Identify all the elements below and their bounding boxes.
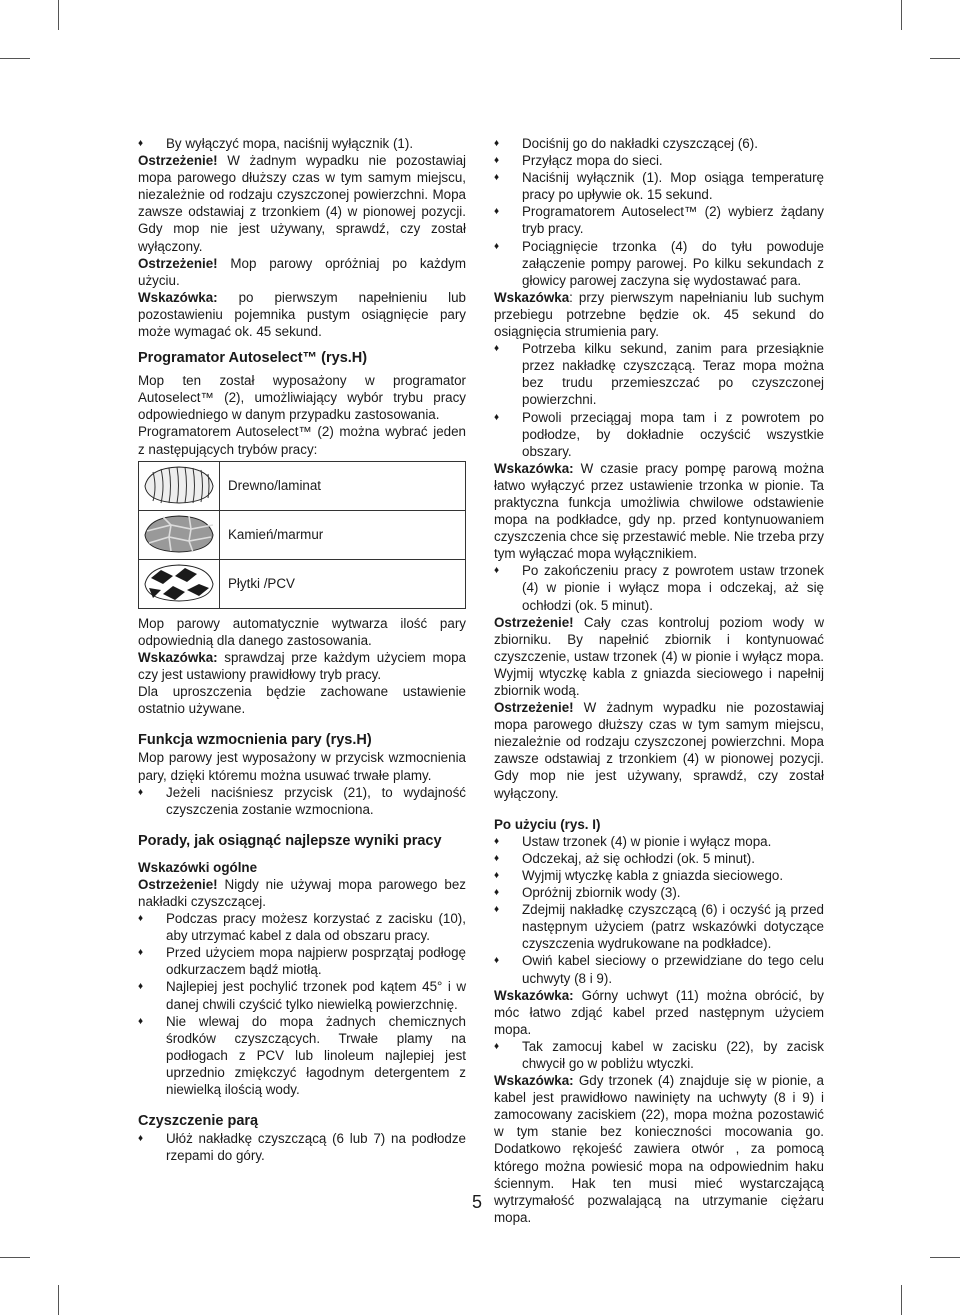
mode-table bbox=[138, 461, 466, 609]
crop-mark bbox=[0, 1257, 30, 1258]
section-heading: Funkcja wzmocnienia pary (rys.H) bbox=[138, 732, 372, 749]
left-column bbox=[138, 135, 466, 1164]
list-item: ♦ Ustaw trzonek (4) w pionie i wyłącz mopa. bbox=[494, 833, 772, 849]
tip-paragraph: Wskazówka: Gdy trzonek (4) znajduje się w pionie, a kabel jest prawidłowo nawinięty na uchwyty (8 i 9) i zamocowany zaciskiem (22), mopa można pozostawić w tym stanie bez konieczności mocowania go. Dodatkowo rękojeść zawiera otwór , za pomocą którego można powiesić mopa na odpowiednim haku ściennym. Hak ten musi mieć wystarczającą wytrzymałość pozwalającą na utrzymanie ciężaru mopa. bbox=[494, 1073, 824, 1225]
list-item: ♦ Dociśnij go do nakładki czyszczącej (6). bbox=[494, 136, 758, 151]
list-item: ♦ Opróżnij zbiornik wody (3). bbox=[494, 885, 681, 901]
warning-paragraph: Ostrzeżenie! Cały czas kontroluj poziom wody w zbiorniku. By napełnić zbiornik i kontynuować czyszczenie, ustaw trzonek (4) w pionie i wyłącz mopa. Wyjmij wtyczkę kabla z gniazda sieciowego i napełnij zbiornik wodą. bbox=[494, 614, 824, 698]
table-row bbox=[139, 559, 466, 608]
list-item: ♦ Odczekaj, aż się ochłodzi (ok. 5 minut). bbox=[494, 850, 755, 866]
paragraph: Mop parowy automatycznie wytwarza ilość pary odpowiednią dla danego zastosowania. bbox=[138, 615, 466, 648]
list-item: ♦ By wyłączyć mopa, naciśnij wyłącznik (1). bbox=[138, 136, 414, 151]
list-item: ♦ Pociągnięcie trzonka (4) do tyłu powoduje załączenie pompy parowej. Po kilku sekundach z głowicy parowej zaczyna się wydostawać para. bbox=[494, 238, 824, 288]
crop-mark bbox=[58, 0, 59, 30]
table-row bbox=[139, 510, 466, 559]
mode-image-cell bbox=[139, 559, 220, 608]
crop-mark bbox=[58, 1285, 59, 1315]
list-item: ♦ Zdejmij nakładkę czyszczącą (6) i oczyść ją przed następnym użyciem (patrz wskazówki dotyczące czyszczenia wydrukowane na podkładce). bbox=[494, 902, 824, 952]
table-row bbox=[139, 461, 466, 510]
paragraph: Programatorem Autoselect™ (2) można wybrać jeden z następujących trybów pracy: bbox=[138, 424, 466, 457]
mode-label: Płytki /PCV bbox=[220, 559, 466, 608]
mode-image-cell bbox=[139, 461, 220, 510]
list-item: ♦ Przed użyciem mopa najpierw posprzątaj podłogę odkurzaczem bądź miotłą. bbox=[138, 945, 466, 978]
list-item: ♦ Podczas pracy możesz korzystać z zacisku (10), aby utrzymać kabel z dala od obszaru pracy. bbox=[138, 911, 466, 944]
section-heading: Porady, jak osiągnąć najlepsze wyniki pracy bbox=[138, 832, 442, 849]
subsection-heading: Wskazówki ogólne bbox=[138, 859, 258, 875]
tip-paragraph: Wskazówka: Górny uchwyt (11) można obrócić, by móc łatwo zdjąć kabel przed następnym użyciem mopa. bbox=[494, 987, 824, 1037]
warning-paragraph: Ostrzeżenie! W żadnym wypadku nie pozostawiaj mopa parowego dłuższy czas w tym samym miejscu, niezależnie od rodzaju czyszczonej powierzchni. Mopa zawsze odstawiaj z trzonkiem (4) w pionowej pozycji. Gdy mop nie jest używany, sprawdź, czy został wyłączony. bbox=[494, 700, 824, 801]
list-item: ♦ Owiń kabel sieciowy o przewidziane do tego celu uchwyty (8 i 9). bbox=[494, 953, 824, 986]
paragraph: Mop parowy jest wyposażony w przycisk wzmocnienia pary, dzięki któremu można usuwać trwałe plamy. bbox=[138, 750, 466, 783]
tip-paragraph: Wskazówka: przy pierwszym napełnianiu lub suchym przebiegu potrzebne będzie ok. 45 sekund do osiągnięcia strumienia pary. bbox=[494, 289, 824, 340]
tile-floor-icon bbox=[141, 560, 217, 604]
list-item: ♦ Najlepiej jest pochylić trzonek pod kątem 45° i w danej chwili czyścić tylko niewielką powierzchnię. bbox=[138, 979, 466, 1012]
list-item: ♦ Jeżeli naciśniesz przycisk (21), to wydajność czyszczenia zostanie wzmocniona. bbox=[138, 784, 466, 817]
warning-paragraph: Ostrzeżenie! W żadnym wypadku nie pozostawiaj mopa parowego dłuższy czas w tym samym miejscu, niezależnie od rodzaju czyszczonej powierzchni. Mopa zawsze odstawiaj z trzonkiem (4) w pionowej pozycji. Gdy mop nie jest używany, sprawdź, czy został wyłączony. bbox=[138, 153, 466, 254]
list-item: ♦ Programatorem Autoselect™ (2) wybierz żądany tryb pracy. bbox=[494, 204, 824, 237]
tip-paragraph: Wskazówka: W czasie pracy pompę parową można łatwo wyłączyć przez ustawienie trzonka w pionie. Ta praktyczna funkcja umożliwia chwilowe odstawienie mopa na podkładce, gdy np. przed kontynuowaniem czyszczenia chce się przestawić meble. Nie trzeba przy tym wyłączać mopa wyłącznikiem. bbox=[494, 460, 824, 562]
list-item: ♦ Nie wlewaj do mopa żadnych chemicznych środków czyszczących. Trwałe plamy na podłogach z PCV lub linoleum najlepiej jest uprzednio zmiękczyć łagodnym detergentem z niewielką ilością wody. bbox=[138, 1013, 466, 1098]
tip-paragraph: Wskazówka: po pierwszym napełnieniu lub pozostawieniu pojemnika pustym osiągnięcie pary może wymagać ok. 45 sekund. bbox=[138, 289, 466, 340]
crop-mark bbox=[930, 1257, 960, 1258]
list-item: ♦ Po zakończeniu pracy z powrotem ustaw trzonek (4) w pionie i wyłącz mopa i odczekaj, aż się ochłodzi (ok. 5 minut). bbox=[494, 563, 824, 613]
list-item: ♦ Powoli przeciągaj mopa tam i z powrotem po podłodze, by dokładnie oczyścić wszystkie obszary. bbox=[494, 409, 824, 459]
warning-paragraph: Ostrzeżenie! Nigdy nie używaj mopa parowego bez nakładki czyszczącej. bbox=[138, 876, 466, 909]
tip-paragraph: Wskazówka: sprawdzaj prze każdym użyciem mopa czy jest ustawiony prawidłowy tryb pracy. bbox=[138, 650, 466, 683]
crop-mark bbox=[930, 58, 960, 59]
list-item: ♦ Ułóż nakładkę czyszczącą (6 lub 7) na podłodze rzepami do góry. bbox=[138, 1131, 466, 1164]
subsection-heading: Po użyciu (rys. I) bbox=[494, 816, 601, 832]
paragraph: Mop ten został wyposażony w programator Autoselect™ (2), umożliwiający wybór trybu pracy odpowiedniego w danym przypadku zastosowania. bbox=[138, 373, 466, 423]
list-item: ♦ Wyjmij wtyczkę kabla z gniazda sieciowego. bbox=[494, 867, 784, 883]
section-heading: Programator Autoselect™ (rys.H) bbox=[138, 350, 368, 367]
mode-label: Drewno/laminat bbox=[220, 461, 466, 510]
page-number: 5 bbox=[472, 1192, 483, 1212]
paragraph: Dla uproszczenia będzie zachowane ustawienie ostatnio używane. bbox=[138, 684, 466, 717]
stone-floor-icon bbox=[141, 511, 217, 555]
list-item: ♦ Naciśnij wyłącznik (1). Mop osiąga temperaturę pracy po upływie ok. 15 sekund. bbox=[494, 170, 824, 203]
crop-mark bbox=[901, 1285, 902, 1315]
list-item: ♦ Potrzeba kilku sekund, zanim para przesiąknie przez nakładkę czyszczącą. Teraz mopa można bez trudu przemieszczać po czyszczonej powierzchni. bbox=[494, 341, 824, 408]
wood-floor-icon bbox=[141, 462, 217, 506]
list-item: ♦ Przyłącz mopa do sieci. bbox=[494, 153, 663, 169]
mode-label: Kamień/marmur bbox=[220, 510, 466, 559]
section-heading: Czyszczenie parą bbox=[138, 1113, 259, 1130]
crop-mark bbox=[0, 58, 30, 59]
warning-paragraph: Ostrzeżenie! Mop parowy opróżniaj po każdym użyciu. bbox=[138, 255, 466, 288]
right-column bbox=[494, 135, 824, 1226]
list-item: ♦ Tak zamocuj kabel w zacisku (22), by zacisk chwycił go w pobliżu wtyczki. bbox=[494, 1038, 824, 1071]
crop-mark bbox=[901, 0, 902, 30]
mode-image-cell bbox=[139, 510, 220, 559]
